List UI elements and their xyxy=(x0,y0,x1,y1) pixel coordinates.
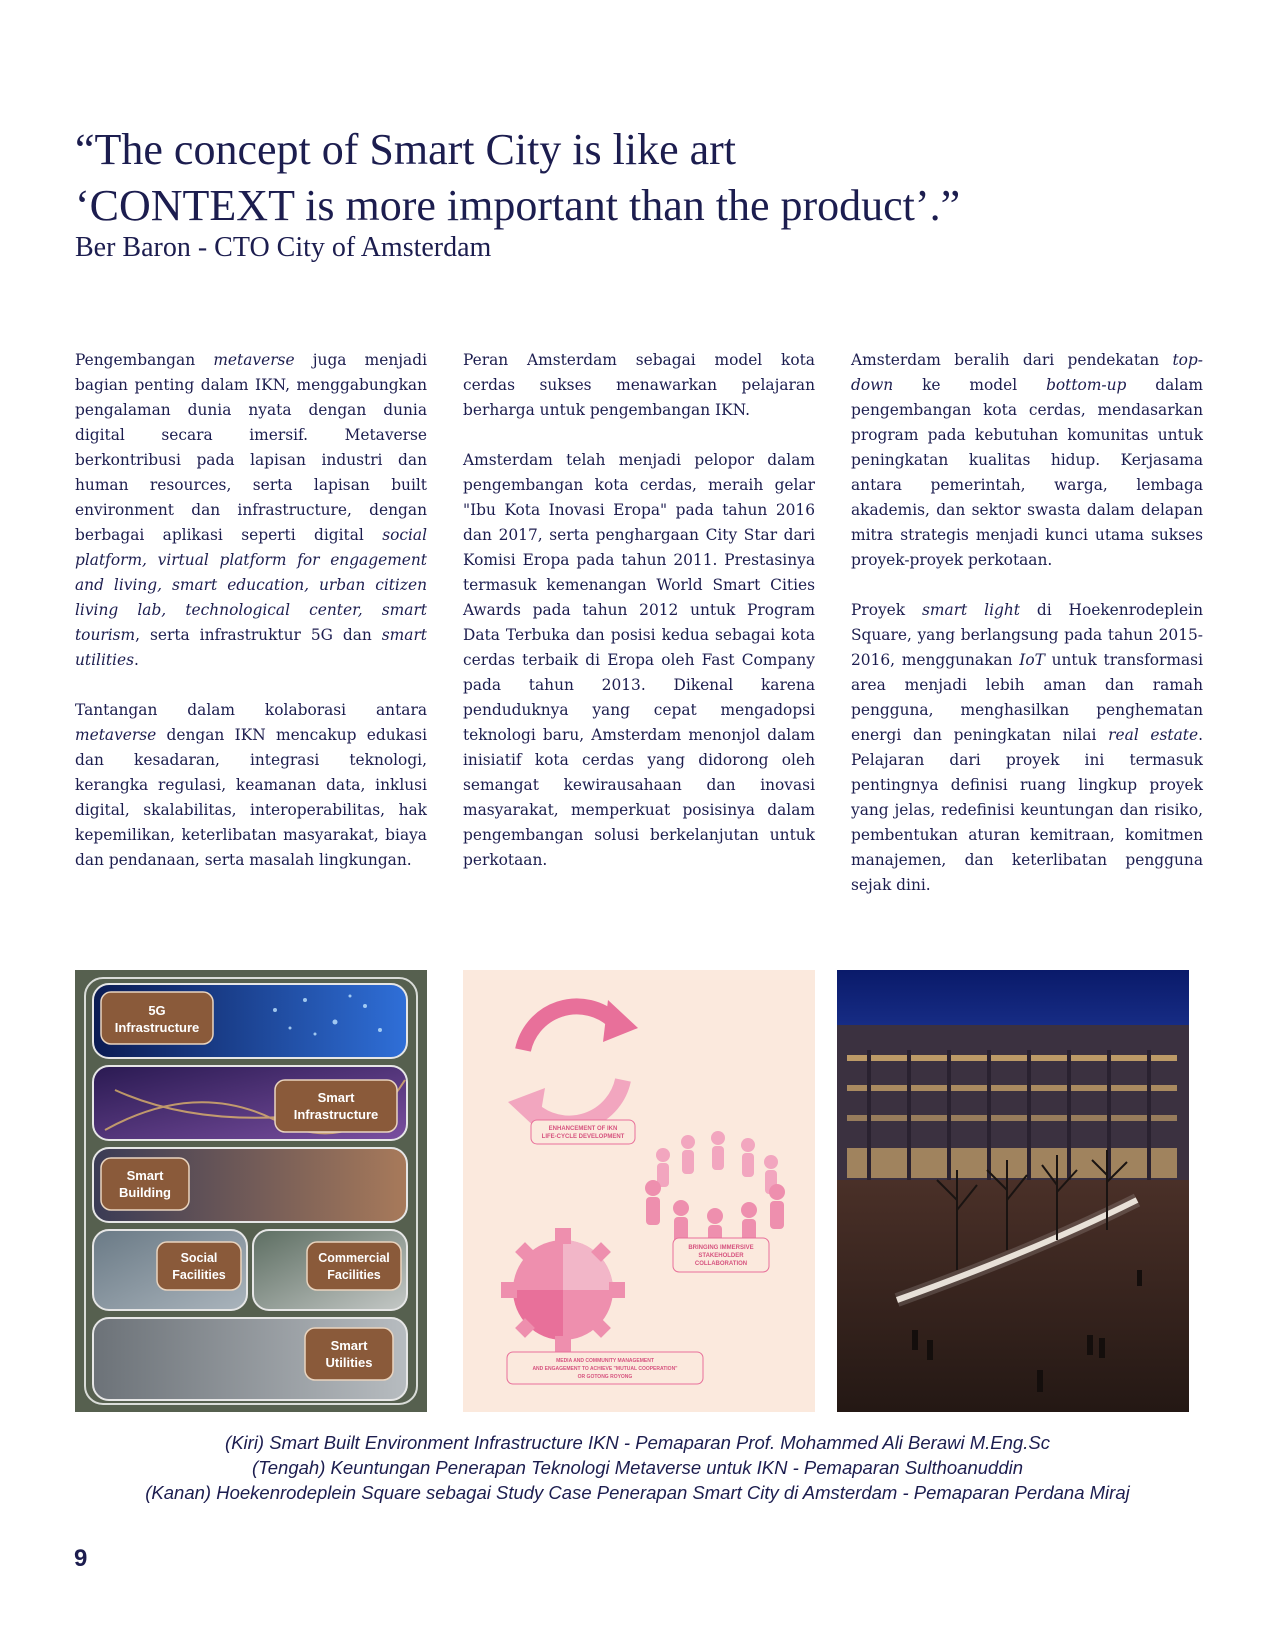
text-run-italic: smart utilities xyxy=(75,626,427,669)
svg-text:ENHANCEMENT OF IKN: ENHANCEMENT OF IKN xyxy=(548,1126,618,1132)
text-column-1 xyxy=(75,348,427,898)
svg-text:Smart: Smart xyxy=(126,1168,164,1183)
text-run: Proyek xyxy=(851,601,923,619)
text-run: . xyxy=(133,651,139,669)
text-run-italic: smart light xyxy=(922,601,1020,619)
svg-text:Commercial: Commercial xyxy=(318,1251,390,1265)
svg-text:Building: Building xyxy=(119,1185,171,1200)
paragraph xyxy=(75,698,427,873)
pull-quote xyxy=(75,122,1175,234)
infrastructure-tiles-graphic xyxy=(75,970,427,1412)
text-column-3 xyxy=(851,348,1203,923)
svg-text:AND ENGAGEMENT TO ACHIEVE "MUT: AND ENGAGEMENT TO ACHIEVE "MUTUAL COOPERATION" xyxy=(532,1366,678,1372)
label-commercial-facilities xyxy=(307,1242,401,1290)
label-smart-utilities xyxy=(305,1328,393,1380)
text-run-italic: metaverse xyxy=(213,351,295,369)
text-run: , serta infrastruktur 5G dan xyxy=(135,626,382,644)
label-gotong-royong xyxy=(507,1352,703,1384)
caption-right: (Kanan) Hoekenrodeplein Square sebagai Study Case Penerapan Smart City di Amsterdam - Pemaparan Perdana Miraj xyxy=(145,1482,1130,1503)
text-run-italic: metaverse xyxy=(75,726,157,744)
svg-text:BRINGING IMMERSIVE: BRINGING IMMERSIVE xyxy=(688,1245,754,1251)
label-smart-infrastructure xyxy=(275,1080,397,1132)
quote-line-2: ‘CONTEXT is more important than the product’.” xyxy=(75,181,961,230)
svg-text:Smart: Smart xyxy=(330,1338,368,1353)
text-run: untuk transformasi area menjadi lebih aman dan ramah pengguna, menghasilkan penghematan energi dan peningkatan nilai xyxy=(851,651,1203,744)
text-run: juga menjadi bagian penting dalam IKN, menggabungkan pengalaman dunia nyata dengan dunia digital secara imersif. Metaverse berkontribusi pada lapisan industri dan human resources, serta lapisan built environment dan infrastructure, dengan berbagai aplikasi seperti digital xyxy=(75,351,427,544)
text-run: Tantangan dalam kolaborasi antara xyxy=(75,701,427,719)
paragraph xyxy=(851,598,1203,898)
text-run: dengan IKN mencakup edukasi dan kesadaran, integrasi teknologi, kerangka regulasi, keamanan data, inklusi digital, skalabilitas, interoperabilitas, hak kepemilikan, keterlibatan masyarakat, biaya dan pendanaan, serta masalah lingkungan. xyxy=(75,726,427,869)
text-run-italic: IoT xyxy=(1019,651,1045,669)
svg-text:5G: 5G xyxy=(148,1003,166,1018)
text-run: Pengembangan xyxy=(75,351,214,369)
svg-text:Facilities: Facilities xyxy=(172,1268,226,1282)
paragraph: Peran Amsterdam sebagai model kota cerdas sukses menawarkan pelajaran berharga untuk pengembangan IKN. xyxy=(463,351,815,419)
svg-text:Infrastructure: Infrastructure xyxy=(293,1107,379,1122)
smart-infrastructure-figure xyxy=(75,970,427,1412)
square-pavement xyxy=(837,1180,1189,1412)
label-social-facilities xyxy=(157,1242,241,1290)
text-run: Amsterdam beralih dari pendekatan xyxy=(851,351,1173,369)
svg-text:Smart: Smart xyxy=(317,1090,355,1105)
paragraph: Amsterdam telah menjadi pelopor dalam pengembangan kota cerdas, meraih gelar "Ibu Kota Inovasi Eropa" pada tahun 2016 dan 2017, serta penghargaan City Star dari Komisi Eropa pada tahun 2011. Prestasinya termasuk kemenangan World Smart Cities Awards pada tahun 2012 untuk Program Data Terbuka dan posisi kedua sebagai kota cerdas terbaik di Eropa oleh Fast Company pada tahun 2013. Dikenal karena penduduknya yang cepat mengadopsi teknologi baru, Amsterdam menonjol dalam inisiatif kota cerdas yang didorong oleh semangat kewirausahaan dan inovasi masyarakat, memperkuat posisinya dalam pengembangan solusi berkelanjutan untuk perkotaan. xyxy=(463,451,815,869)
text-run-italic: top-down xyxy=(851,351,1203,394)
paragraph xyxy=(851,348,1203,573)
svg-text:LIFE-CYCLE DEVELOPMENT: LIFE-CYCLE DEVELOPMENT xyxy=(541,1134,625,1140)
page-number: 9 xyxy=(74,1545,88,1572)
figure-captions xyxy=(75,1430,1200,1505)
svg-text:Infrastructure: Infrastructure xyxy=(114,1020,200,1035)
svg-text:MEDIA AND COMMUNITY MANAGEMENT: MEDIA AND COMMUNITY MANAGEMENT xyxy=(556,1358,654,1364)
text-run: . Pelajaran dari proyek ini termasuk pentingnya definisi ruang lingkup proyek yang jelas, redefinisi keuntungan dan risiko, pembentukan aturan kemitraan, komitmen manajemen, dan keterlibatan pengguna sejak dini. xyxy=(851,726,1203,894)
svg-text:STAKEHOLDER: STAKEHOLDER xyxy=(698,1253,744,1259)
text-run-italic: real estate xyxy=(1108,726,1199,744)
text-run-italic: bottom-up xyxy=(1046,376,1127,394)
quote-line-1: “The concept of Smart City is like art xyxy=(75,125,737,174)
svg-text:Utilities: Utilities xyxy=(325,1355,373,1370)
svg-text:OR GOTONG ROYONG: OR GOTONG ROYONG xyxy=(577,1374,633,1380)
label-stakeholder xyxy=(673,1238,769,1272)
svg-text:Social: Social xyxy=(180,1251,218,1265)
metaverse-benefits-graphic xyxy=(463,970,815,1412)
text-run: ke model xyxy=(893,376,1047,394)
label-smart-building xyxy=(101,1158,189,1210)
text-run-italic: social platform, virtual platform for engagement and living, smart education, urban citizen living lab, technological center, smart tourism xyxy=(75,526,427,644)
paragraph xyxy=(75,348,427,673)
text-column-2 xyxy=(463,348,815,898)
hoekenrodeplein-square-photo xyxy=(837,970,1189,1412)
metaverse-benefits-figure xyxy=(463,970,815,1412)
svg-text:COLLABORATION: COLLABORATION xyxy=(694,1261,748,1267)
caption-middle: (Tengah) Keuntungan Penerapan Teknologi Metaverse untuk IKN - Pemaparan Sulthoanuddin xyxy=(251,1457,1024,1478)
svg-text:Facilities: Facilities xyxy=(327,1268,381,1282)
quote-author: Ber Baron - CTO City of Amsterdam xyxy=(75,232,492,263)
text-run: di Hoekenrodeplein Square, yang berlangsung pada tahun 2015-2016, menggunakan xyxy=(851,601,1203,669)
text-run: dalam pengembangan kota cerdas, mendasarkan program pada kebutuhan komunitas untuk peningkatan kualitas hidup. Kerjasama antara pemerintah, warga, lembaga akademis, dan sektor swasta dalam delapan mitra strategis menjadi kunci utama sukses proyek-proyek perkotaan. xyxy=(851,376,1203,569)
label-5g-infrastructure xyxy=(101,992,213,1044)
caption-left: (Kiri) Smart Built Environment Infrastructure IKN - Pemaparan Prof. Mohammed Ali Berawi M.Eng.Sc xyxy=(225,1432,1050,1453)
label-life-cycle xyxy=(531,1120,635,1144)
square-night-scene xyxy=(837,970,1189,1412)
